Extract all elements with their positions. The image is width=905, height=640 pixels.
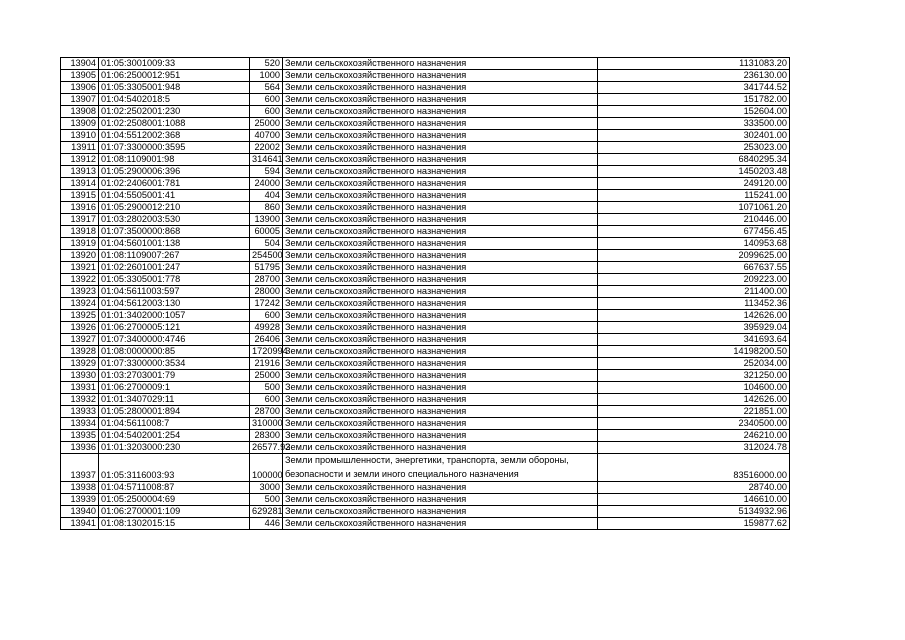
cadastral-value-cell: 341693.64: [598, 334, 790, 346]
cadastral-number-cell: 01:01:3402000:1057: [99, 310, 250, 322]
cadastral-number-cell: 01:01:3203000:230: [99, 442, 250, 454]
area-cell: 28700: [250, 406, 283, 418]
cadastral-value-cell: 321250.00: [598, 370, 790, 382]
row-number-cell: 13920: [61, 250, 99, 262]
row-number-cell: 13921: [61, 262, 99, 274]
area-cell: 1000: [250, 70, 283, 82]
cadastral-number-cell: 01:05:2900012:210: [99, 202, 250, 214]
table-body: [61, 58, 790, 530]
cadastral-value-cell: 140953.68: [598, 238, 790, 250]
table-row: [61, 334, 790, 346]
table-row: [61, 494, 790, 506]
cadastral-number-cell: 01:03:2703001:79: [99, 370, 250, 382]
land-category-cell: Земли сельскохозяйственного назначения: [283, 322, 598, 334]
table-row: [61, 406, 790, 418]
table-row: [61, 142, 790, 154]
row-number-cell: 13939: [61, 494, 99, 506]
land-category-cell: Земли сельскохозяйственного назначения: [283, 94, 598, 106]
cadastral-number-cell: 01:07:3300000:3534: [99, 358, 250, 370]
area-cell: 500: [250, 494, 283, 506]
row-number-cell: 13926: [61, 322, 99, 334]
area-cell: 3000: [250, 482, 283, 494]
area-cell: 404: [250, 190, 283, 202]
cadastral-number-cell: 01:04:5612003:130: [99, 298, 250, 310]
cadastral-value-cell: 14198200.50: [598, 346, 790, 358]
row-number-cell: 13940: [61, 506, 99, 518]
row-number-cell: 13907: [61, 94, 99, 106]
area-cell: 1720994: [250, 346, 283, 358]
land-category-cell: Земли сельскохозяйственного назначения: [283, 250, 598, 262]
cadastral-number-cell: 01:04:5402018:5: [99, 94, 250, 106]
table-row: [61, 226, 790, 238]
land-category-cell: Земли сельскохозяйственного назначения: [283, 178, 598, 190]
area-cell: 24000: [250, 178, 283, 190]
area-cell: 21916: [250, 358, 283, 370]
spreadsheet-sheet: [60, 57, 790, 530]
area-cell: 25000: [250, 118, 283, 130]
row-number-cell: 13932: [61, 394, 99, 406]
row-number-cell: 13918: [61, 226, 99, 238]
cadastral-value-cell: 302401.00: [598, 130, 790, 142]
area-cell: 594: [250, 166, 283, 178]
cadastral-value-cell: 152604.00: [598, 106, 790, 118]
cadastral-number-cell: 01:07:3300000:3595: [99, 142, 250, 154]
area-cell: 629281: [250, 506, 283, 518]
row-number-cell: 13933: [61, 406, 99, 418]
land-category-cell: Земли сельскохозяйственного назначения: [283, 274, 598, 286]
row-number-cell: 13906: [61, 82, 99, 94]
row-number-cell: 13941: [61, 518, 99, 530]
table-row: [61, 430, 790, 442]
area-cell: 26577.92: [250, 442, 283, 454]
table-row: [61, 118, 790, 130]
land-category-cell: Земли сельскохозяйственного назначения: [283, 346, 598, 358]
cadastral-number-cell: 01:05:2900006:396: [99, 166, 250, 178]
row-number-cell: 13927: [61, 334, 99, 346]
table-row: [61, 482, 790, 494]
table-row: [61, 394, 790, 406]
area-cell: 51795: [250, 262, 283, 274]
land-category-cell: Земли сельскохозяйственного назначения: [283, 442, 598, 454]
table-row: [61, 58, 790, 70]
cadastral-value-cell: 113452.36: [598, 298, 790, 310]
cadastral-value-cell: 2340500.00: [598, 418, 790, 430]
row-number-cell: 13924: [61, 298, 99, 310]
cadastral-number-cell: 01:08:1109001:98: [99, 154, 250, 166]
land-category-cell: Земли сельскохозяйственного назначения: [283, 394, 598, 406]
cadastral-value-cell: 115241.00: [598, 190, 790, 202]
cadastral-value-cell: 159877.62: [598, 518, 790, 530]
cadastral-value-cell: 2099625.00: [598, 250, 790, 262]
cadastral-number-cell: 01:08:0000000:85: [99, 346, 250, 358]
cadastral-number-cell: 01:08:1109007:267: [99, 250, 250, 262]
cadastral-value-cell: 1450203.48: [598, 166, 790, 178]
cadastral-value-cell: 236130.00: [598, 70, 790, 82]
land-category-cell: Земли сельскохозяйственного назначения: [283, 118, 598, 130]
table-row: [61, 370, 790, 382]
row-number-cell: 13915: [61, 190, 99, 202]
land-category-cell: Земли сельскохозяйственного назначения: [283, 310, 598, 322]
table-row: [61, 298, 790, 310]
cadastral-value-cell: 142626.00: [598, 394, 790, 406]
row-number-cell: 13914: [61, 178, 99, 190]
row-number-cell: 13908: [61, 106, 99, 118]
land-category-cell: Земли сельскохозяйственного назначения: [283, 482, 598, 494]
area-cell: 504: [250, 238, 283, 250]
row-number-cell: 13937: [61, 454, 99, 482]
row-number-cell: 13925: [61, 310, 99, 322]
cadastral-number-cell: 01:05:3001009:33: [99, 58, 250, 70]
area-cell: 17242: [250, 298, 283, 310]
cadastral-value-cell: 341744.52: [598, 82, 790, 94]
cadastral-number-cell: 01:02:2601001:247: [99, 262, 250, 274]
table-row: [61, 454, 790, 482]
cadastral-number-cell: 01:03:2802003:530: [99, 214, 250, 226]
cadastral-number-cell: 01:06:2700005:121: [99, 322, 250, 334]
land-registry-table: [60, 57, 790, 530]
cadastral-value-cell: 146610.00: [598, 494, 790, 506]
cadastral-value-cell: 210446.00: [598, 214, 790, 226]
land-category-cell: Земли сельскохозяйственного назначения: [283, 142, 598, 154]
land-category-cell: Земли сельскохозяйственного назначения: [283, 238, 598, 250]
land-category-cell: Земли сельскохозяйственного назначения: [283, 406, 598, 418]
table-row: [61, 238, 790, 250]
area-cell: 600: [250, 310, 283, 322]
table-row: [61, 506, 790, 518]
row-number-cell: 13916: [61, 202, 99, 214]
area-cell: 60005: [250, 226, 283, 238]
row-number-cell: 13929: [61, 358, 99, 370]
cadastral-value-cell: 211400.00: [598, 286, 790, 298]
row-number-cell: 13909: [61, 118, 99, 130]
cadastral-value-cell: 253023.00: [598, 142, 790, 154]
table-row: [61, 82, 790, 94]
table-row: [61, 274, 790, 286]
table-row: [61, 418, 790, 430]
row-number-cell: 13928: [61, 346, 99, 358]
row-number-cell: 13938: [61, 482, 99, 494]
land-category-cell: Земли сельскохозяйственного назначения: [283, 334, 598, 346]
cadastral-value-cell: 1071061.20: [598, 202, 790, 214]
cadastral-number-cell: 01:06:2700009:1: [99, 382, 250, 394]
row-number-cell: 13935: [61, 430, 99, 442]
table-row: [61, 382, 790, 394]
area-cell: 600: [250, 394, 283, 406]
cadastral-number-cell: 01:06:2500012:951: [99, 70, 250, 82]
cadastral-number-cell: 01:04:5711008:87: [99, 482, 250, 494]
area-cell: 446: [250, 518, 283, 530]
land-category-cell: Земли сельскохозяйственного назначения: [283, 430, 598, 442]
land-category-cell: Земли сельскохозяйственного назначения: [283, 226, 598, 238]
row-number-cell: 13917: [61, 214, 99, 226]
cadastral-value-cell: 5134932.96: [598, 506, 790, 518]
area-cell: 25000: [250, 370, 283, 382]
row-number-cell: 13930: [61, 370, 99, 382]
cadastral-value-cell: 28740.00: [598, 482, 790, 494]
cadastral-number-cell: 01:05:3305001:778: [99, 274, 250, 286]
cadastral-number-cell: 01:07:3400000:4746: [99, 334, 250, 346]
cadastral-value-cell: 151782.00: [598, 94, 790, 106]
table-row: [61, 70, 790, 82]
land-category-cell: Земли сельскохозяйственного назначения: [283, 202, 598, 214]
table-row: [61, 442, 790, 454]
land-category-cell: Земли сельскохозяйственного назначения: [283, 130, 598, 142]
land-category-cell: Земли сельскохозяйственного назначения: [283, 382, 598, 394]
table-row: [61, 190, 790, 202]
area-cell: 40700: [250, 130, 283, 142]
area-cell: 28700: [250, 274, 283, 286]
land-category-cell: Земли сельскохозяйственного назначения: [283, 494, 598, 506]
cadastral-number-cell: 01:04:5505001:41: [99, 190, 250, 202]
table-row: [61, 346, 790, 358]
cadastral-number-cell: 01:05:3116003:93: [99, 454, 250, 482]
area-cell: 28000: [250, 286, 283, 298]
land-category-cell: Земли сельскохозяйственного назначения: [283, 286, 598, 298]
row-number-cell: 13911: [61, 142, 99, 154]
cadastral-number-cell: 01:07:3500000:868: [99, 226, 250, 238]
cadastral-value-cell: 333500.00: [598, 118, 790, 130]
land-category-cell: Земли сельскохозяйственного назначения: [283, 518, 598, 530]
cadastral-value-cell: 249120.00: [598, 178, 790, 190]
table-row: [61, 130, 790, 142]
cadastral-number-cell: 01:04:5601001:138: [99, 238, 250, 250]
land-category-cell: Земли сельскохозяйственного назначения: [283, 262, 598, 274]
area-cell: 314641: [250, 154, 283, 166]
table-row: [61, 310, 790, 322]
cadastral-number-cell: 01:05:3305001:948: [99, 82, 250, 94]
cadastral-number-cell: 01:04:5402001:254: [99, 430, 250, 442]
cadastral-value-cell: 312024.78: [598, 442, 790, 454]
area-cell: 600: [250, 94, 283, 106]
cadastral-number-cell: 01:01:3407029:11: [99, 394, 250, 406]
land-category-cell: Земли сельскохозяйственного назначения: [283, 214, 598, 226]
row-number-cell: 13923: [61, 286, 99, 298]
land-category-cell: Земли сельскохозяйственного назначения: [283, 358, 598, 370]
cadastral-value-cell: 677456.45: [598, 226, 790, 238]
table-row: [61, 202, 790, 214]
land-category-cell: Земли сельскохозяйственного назначения: [283, 82, 598, 94]
cadastral-value-cell: 395929.04: [598, 322, 790, 334]
table-row: [61, 178, 790, 190]
land-category-cell: Земли сельскохозяйственного назначения: [283, 506, 598, 518]
cadastral-number-cell: 01:05:2800001:894: [99, 406, 250, 418]
land-category-cell: Земли сельскохозяйственного назначения: [283, 106, 598, 118]
table-row: [61, 166, 790, 178]
area-cell: 26406: [250, 334, 283, 346]
row-number-cell: 13919: [61, 238, 99, 250]
cadastral-value-cell: 83516000.00: [598, 454, 790, 482]
row-number-cell: 13934: [61, 418, 99, 430]
cadastral-value-cell: 667637.55: [598, 262, 790, 274]
land-category-cell: Земли сельскохозяйственного назначения: [283, 154, 598, 166]
cadastral-number-cell: 01:06:2700001:109: [99, 506, 250, 518]
table-row: [61, 214, 790, 226]
land-category-cell: Земли сельскохозяйственного назначения: [283, 370, 598, 382]
row-number-cell: 13904: [61, 58, 99, 70]
table-row: [61, 358, 790, 370]
cadastral-number-cell: 01:02:2508001:1088: [99, 118, 250, 130]
area-cell: 28300: [250, 430, 283, 442]
cadastral-number-cell: 01:08:1302015:15: [99, 518, 250, 530]
cadastral-value-cell: 209223.00: [598, 274, 790, 286]
cadastral-number-cell: 01:04:5611003:597: [99, 286, 250, 298]
land-category-cell: Земли сельскохозяйственного назначения: [283, 418, 598, 430]
land-category-cell: Земли сельскохозяйственного назначения: [283, 298, 598, 310]
cadastral-value-cell: 6840295.34: [598, 154, 790, 166]
table-row: [61, 94, 790, 106]
table-row: [61, 518, 790, 530]
cadastral-value-cell: 221851.00: [598, 406, 790, 418]
area-cell: 520: [250, 58, 283, 70]
row-number-cell: 13910: [61, 130, 99, 142]
row-number-cell: 13922: [61, 274, 99, 286]
table-row: [61, 154, 790, 166]
area-cell: 100000: [250, 454, 283, 482]
area-cell: 860: [250, 202, 283, 214]
row-number-cell: 13905: [61, 70, 99, 82]
table-row: [61, 250, 790, 262]
land-category-cell: Земли сельскохозяйственного назначения: [283, 58, 598, 70]
cadastral-value-cell: 1131083.20: [598, 58, 790, 70]
cadastral-number-cell: 01:02:2502001:230: [99, 106, 250, 118]
cadastral-number-cell: 01:04:5512002:368: [99, 130, 250, 142]
table-row: [61, 106, 790, 118]
row-number-cell: 13931: [61, 382, 99, 394]
row-number-cell: 13936: [61, 442, 99, 454]
row-number-cell: 13913: [61, 166, 99, 178]
table-row: [61, 286, 790, 298]
land-category-cell: Земли сельскохозяйственного назначения: [283, 190, 598, 202]
area-cell: 600: [250, 106, 283, 118]
area-cell: 254500: [250, 250, 283, 262]
area-cell: 564: [250, 82, 283, 94]
cadastral-value-cell: 104600.00: [598, 382, 790, 394]
cadastral-number-cell: 01:05:2500004:69: [99, 494, 250, 506]
cadastral-value-cell: 142626.00: [598, 310, 790, 322]
cadastral-number-cell: 01:04:5611008:7: [99, 418, 250, 430]
area-cell: 500: [250, 382, 283, 394]
area-cell: 49928: [250, 322, 283, 334]
land-category-cell: Земли сельскохозяйственного назначения: [283, 70, 598, 82]
land-category-cell: Земли промышленности, энергетики, транспорта, земли обороны, безопасности и земли иного специального назначения: [283, 454, 598, 482]
area-cell: 310000: [250, 418, 283, 430]
land-category-cell: Земли сельскохозяйственного назначения: [283, 166, 598, 178]
area-cell: 13900: [250, 214, 283, 226]
cadastral-value-cell: 252034.00: [598, 358, 790, 370]
cadastral-value-cell: 246210.00: [598, 430, 790, 442]
row-number-cell: 13912: [61, 154, 99, 166]
area-cell: 22002: [250, 142, 283, 154]
cadastral-number-cell: 01:02:2406001:781: [99, 178, 250, 190]
table-row: [61, 322, 790, 334]
table-row: [61, 262, 790, 274]
